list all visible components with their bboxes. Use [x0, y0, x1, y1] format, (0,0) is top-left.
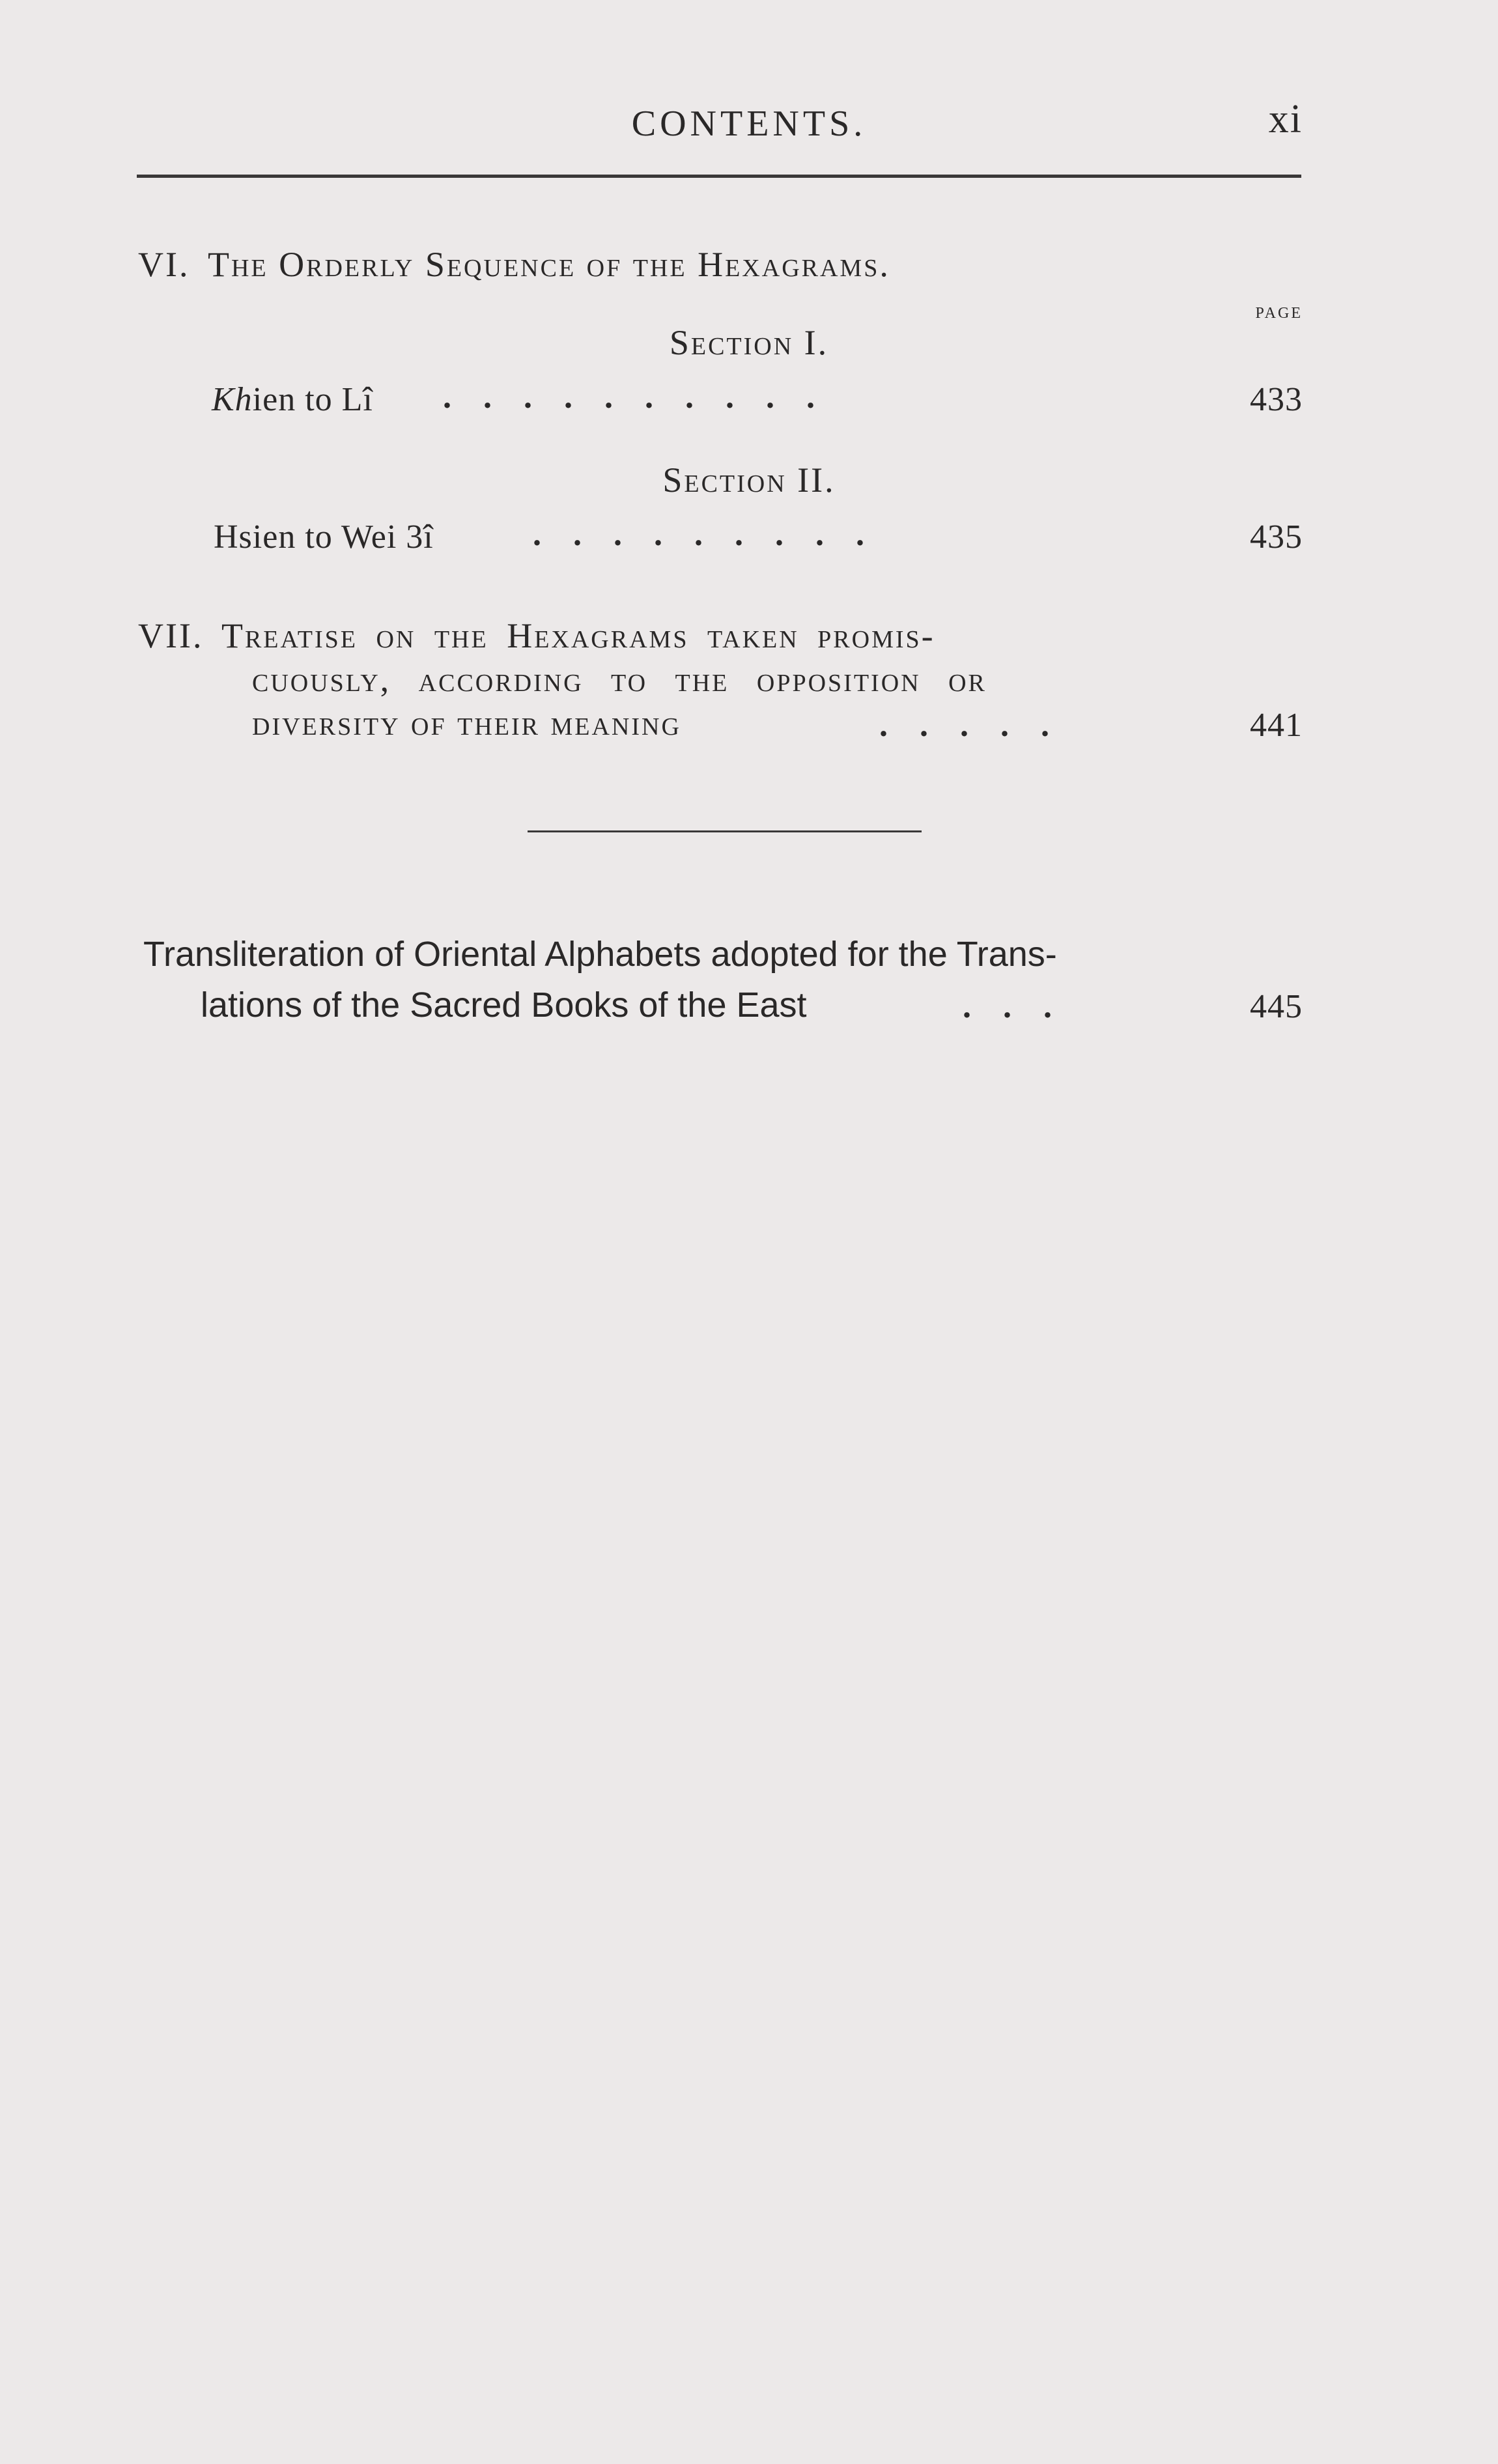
leader-dots: . . . . . . . . .: [533, 516, 864, 553]
leader-dots: . . . . .: [879, 707, 1049, 744]
transliteration-entry-line-1: Transliteration of Oriental Alphabets adopted for the Trans-: [143, 935, 1057, 974]
leader-dots: . . .: [963, 988, 1052, 1025]
part-vii-title-line-2: cuously, according to the opposition or: [252, 660, 987, 699]
part-vii-heading: [138, 616, 935, 656]
header-rule: [137, 175, 1301, 178]
part-vii-title-line-1: Treatise on the Hexagrams taken promis-: [221, 616, 935, 655]
entry-italic-prefix: Kh: [212, 381, 253, 418]
part-vi-number: VI.: [138, 245, 190, 284]
section-1-heading: Section I.: [669, 323, 829, 362]
part-vi-heading: [138, 244, 890, 285]
toc-entry-khien-to-li: [212, 380, 373, 419]
part-vii-title-line-3: diversity of their meaning: [252, 703, 681, 743]
part-vii-number: VII.: [138, 616, 204, 655]
page-column-label: PAGE: [1255, 305, 1303, 322]
part-vi-title: The Orderly Sequence of the Hexagrams.: [207, 245, 890, 284]
page-ref-445: 445: [1250, 988, 1303, 1025]
entry-text: ien to Lî: [252, 381, 373, 418]
page-number: xi: [1268, 97, 1303, 141]
page-ref-433: 433: [1250, 381, 1303, 418]
section-2-heading: Section II.: [662, 460, 836, 500]
running-header-title: CONTENTS.: [631, 104, 867, 144]
section-divider-rule: [528, 830, 922, 832]
toc-entry-hsien-to-wei: Hsien to Wei 3î: [214, 518, 434, 556]
page-ref-435: 435: [1250, 518, 1303, 556]
transliteration-entry-line-2: lations of the Sacred Books of the East: [201, 985, 807, 1025]
leader-dots: . . . . . . . . . .: [443, 378, 815, 416]
page-ref-441: 441: [1250, 707, 1303, 744]
